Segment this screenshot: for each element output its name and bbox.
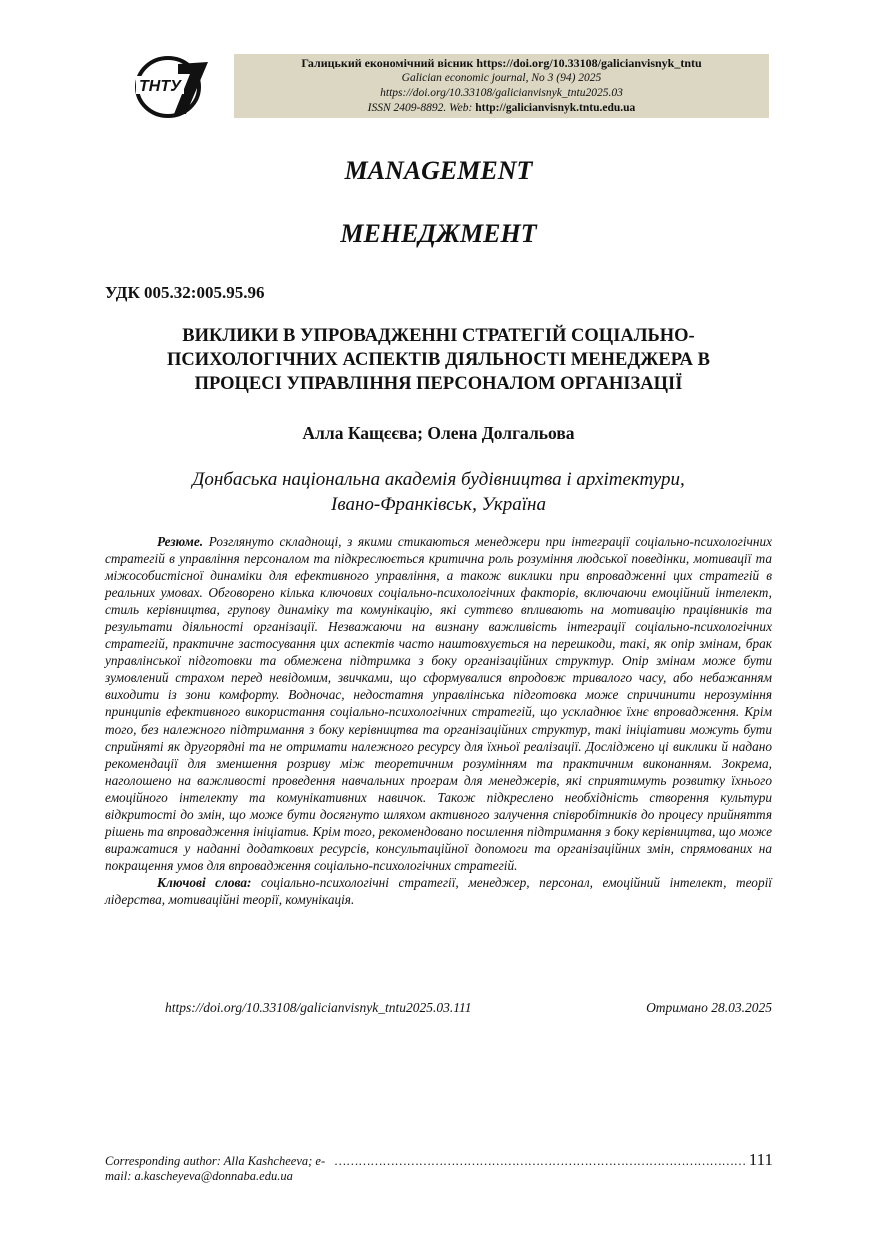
title-line: ВИКЛИКИ В УПРОВАДЖЕННІ СТРАТЕГІЙ СОЦІАЛЬНО- <box>182 326 695 346</box>
udk-code: УДК 005.32:005.95.96 <box>105 283 265 302</box>
authors: Алла Кащєєва; Олена Долгальова <box>302 423 575 443</box>
issn-label: ISSN 2409-8892. Web: <box>367 102 473 114</box>
article-title <box>110 324 767 396</box>
affiliation-line: Івано-Франківськ, Україна <box>331 494 546 515</box>
journal-english-line: Galician economic journal, No 3 (94) 2025 <box>401 72 602 84</box>
corresponding-author: Corresponding author: Alla Kashcheeva; e-mail: a.kascheyeva@donnaba.edu.ua <box>105 1154 326 1183</box>
affiliation-line: Донбаська національна академія будівництва і архітектури, <box>192 469 685 490</box>
abstract-label: Резюме. <box>157 534 204 549</box>
logo-text: ТНТУ <box>139 78 181 95</box>
tntu-logo <box>134 54 210 120</box>
page-footer <box>105 1150 773 1184</box>
abstract-paragraph <box>105 533 772 874</box>
journal-title-line: Галицький економічний вісник https://doi.org/10.33108/galicianvisnyk_tntu <box>301 56 702 70</box>
section-title-en: MANAGEMENT <box>344 156 533 185</box>
keywords-text: соціально-психологічні стратегії, менеджер, персонал, емоційний інтелект, теорії лідерства, мотиваційні теорії, комунікація. <box>105 874 772 907</box>
page-number: 111 <box>748 1150 773 1169</box>
issn-line <box>234 101 769 116</box>
leader-dots: ………………………………………………………………………………………… <box>334 1154 747 1168</box>
keywords-label: Ключові слова: <box>157 874 252 890</box>
title-line: ПРОЦЕСІ УПРАВЛІННЯ ПЕРСОНАЛОМ ОРГАНІЗАЦІЇ <box>194 374 683 394</box>
received-date: Отримано 28.03.2025 <box>646 1000 772 1015</box>
section-title-ua: МЕНЕДЖМЕНТ <box>340 219 537 248</box>
title-line: ПСИХОЛОГІЧНИХ АСПЕКТІВ ДІЯЛЬНОСТІ МЕНЕДЖЕРА В <box>167 350 710 370</box>
abstract-text: Розглянуто складнощі, з якими стикаються менеджери при інтеграції соціально-психологічних стратегій в управління персоналом та підкреслюється критична роль розуміння людської поведінки, мотивації та міжособистісної динаміки для ефективного управління, а також виклики при впровадженні цих стратегій в реальних умовах. Обговорено кілька ключових соціально-психологічних факторів, включаючи емоційний інтелект, стиль керівництва, групову динаміку та комунікацію, які суттєво впливають на мотивацію працівників та результати діяльності організації. Незважаючи на визнану важливість інтеграції соціально-психологічних стратегій, практичне застосування цих аспектів часто наштовхується на перешкоди, такі, як опір змінам, брак управлінської підготовки та обмежена підтримка з боку організаційних структур. Опір змінам може бути зумовлений страхом перед невідомим, звичками, що сформувалися впродовж тривалого часу, або небажанням виходити із зони комфорту. Водночас, недостатня управлінська підготовка може спричинити нерозуміння принципів ефективного використання соціально-психологічних стратегій, що ускладнює їхнє впровадження. Крім того, без належного підтримання з боку керівництва та організаційних структур, такі ініціативи можуть бути сприйняті як другорядні та не отримати належного ресурсу для їхньої реалізації. Досліджено ці виклики й надано рекомендації для зменшення розриву між теоретичним розумінням та практичним виконанням. Зокрема, наголошено на важливості проведення навчальних програм для менеджерів, які сприятимуть розвитку їхнього емоційного інтелекту та комунікативних навичок. Також підкреслено необхідність створення культури відкритості до змін, що може бути досягнуто шляхом активного залучення співробітників до процесу прийняття рішень та впровадження ініціатив. Крім того, рекомендовано посилення підтримання з боку керівництва, що може виражатися у наданні додаткових ресурсів, консультаційної допомоги та організаційних змін, спрямованих на покращення умов для впровадження соціально-психологічних стратегій. <box>105 534 773 873</box>
keywords <box>105 874 772 908</box>
affiliation <box>0 467 877 517</box>
journal-header <box>234 54 769 118</box>
journal-web-link[interactable]: http://galicianvisnyk.tntu.edu.ua <box>475 102 636 114</box>
abstract <box>105 533 772 908</box>
article-doi[interactable]: https://doi.org/10.33108/galicianvisnyk_tntu2025.03.111 <box>165 1000 472 1015</box>
issue-doi[interactable]: https://doi.org/10.33108/galicianvisnyk_tntu2025.03 <box>380 87 623 99</box>
